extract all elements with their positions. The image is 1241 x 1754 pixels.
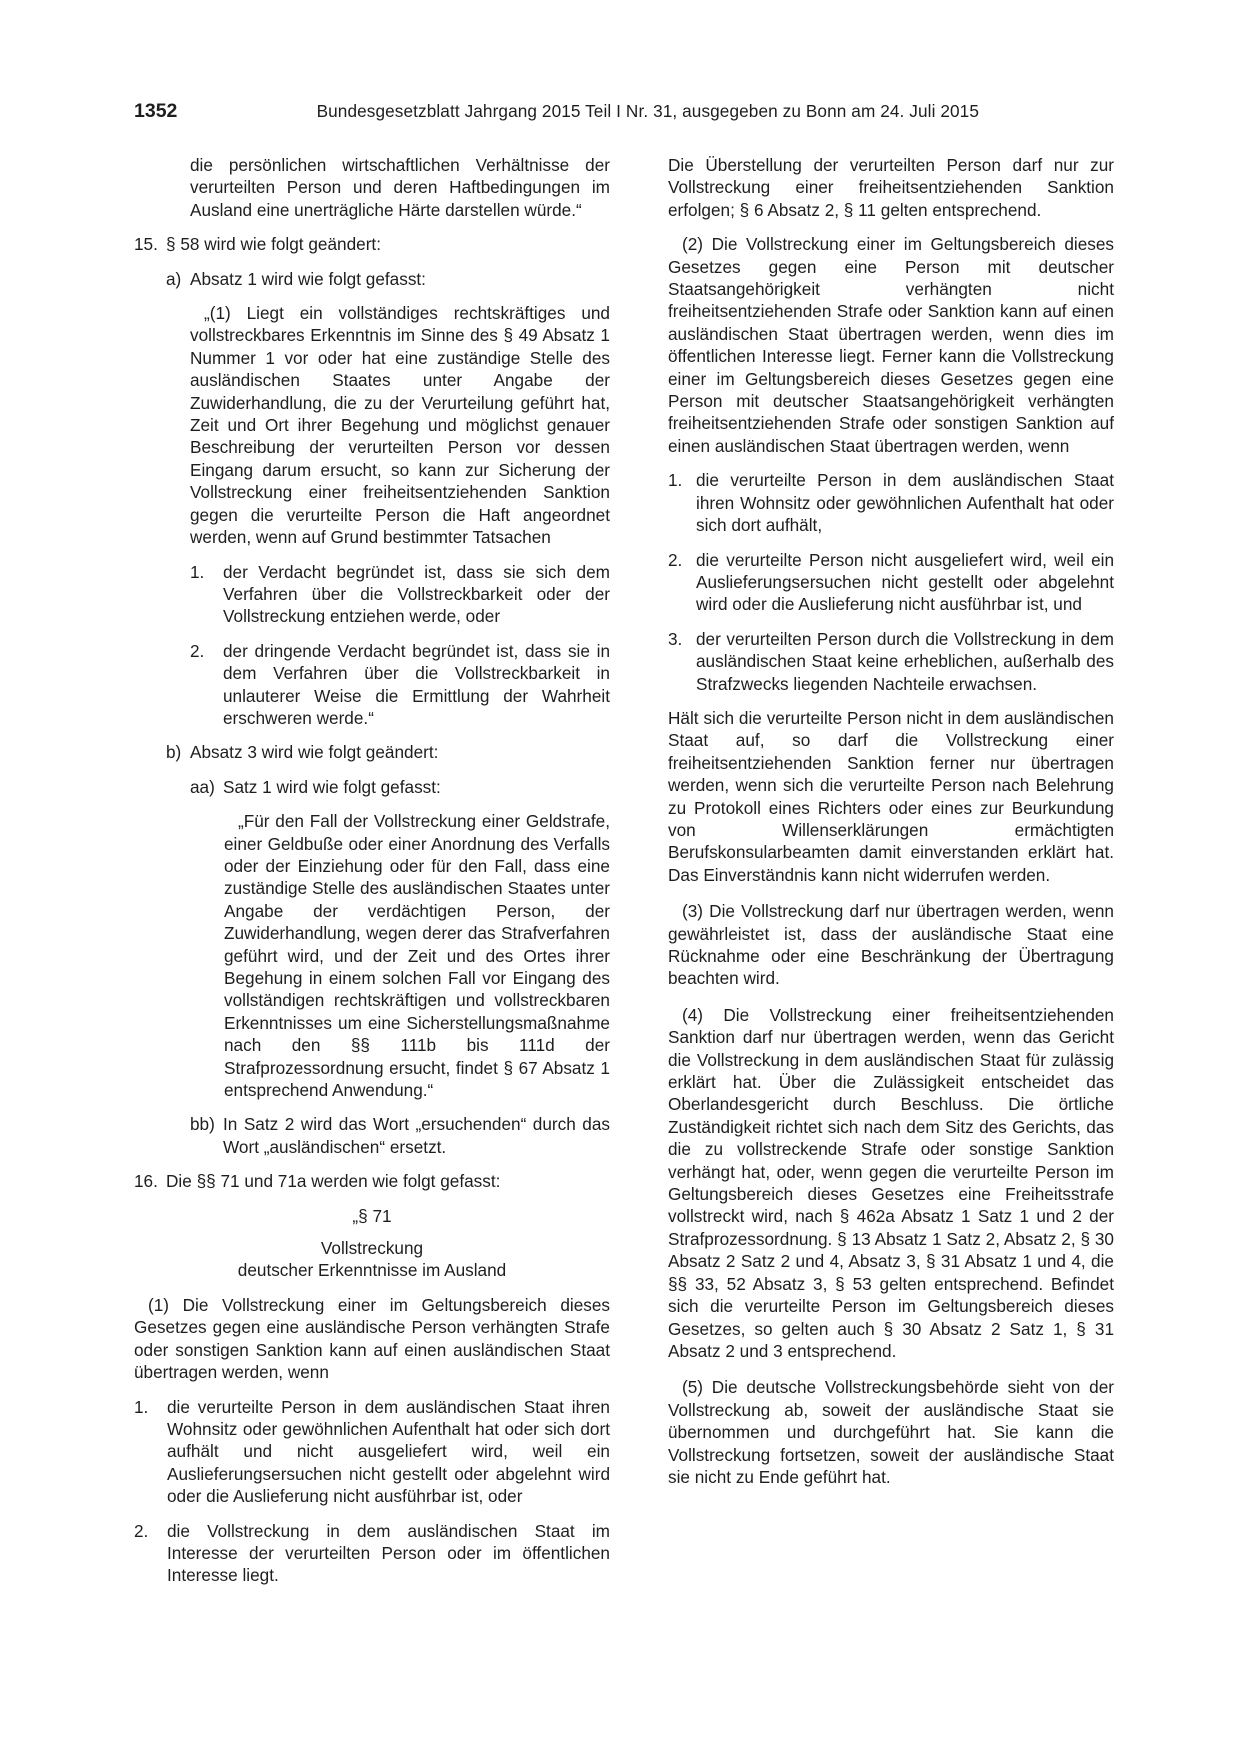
- item-text: Absatz 1 wird wie folgt gefasst:: [190, 268, 426, 289]
- item-text: Die §§ 71 und 71a werden wie folgt gefasst:: [166, 1171, 501, 1192]
- section-title-line-2: deutscher Erkenntnisse im Ausland: [237, 1260, 507, 1281]
- paragraph-2-item-2: [668, 549, 1114, 616]
- quote-paragraph-b: „Für den Fall der Vollstreckung einer Geldstrafe, einer Geldbuße oder einer Anordnung des Verfalls oder der Einziehung oder für den Fall, dass eine zuständige Stelle des ausländischen Staates unter Angabe der verdächtigen Person, der Zuwiderhandlung, wegen derer das Strafverfahren geführt wird, und der Zeit und des Ortes ihrer Begehung in einem solchen Fall vor Eingang des vollständigen rechtskräftigen und vollstreckbaren Erkenntnisses um eine Sicherstellungsmaßnahme nach den §§ 111b bis 111d der Strafprozessordnung ersucht, findet § 67 Absatz 1 entsprechend Anwendung.“: [224, 811, 610, 1101]
- section-paragraph-1-item-2: [134, 1520, 610, 1587]
- item-text: der verurteilten Person durch die Vollstreckung in dem ausländischen Staat keine erheblichen, außerhalb des Strafzwecks liegenden Nachteile erwachsen.: [696, 628, 1114, 694]
- section-mark: „§ 71: [352, 1205, 392, 1226]
- item-letter: a): [166, 268, 182, 289]
- item-text: Satz 1 wird wie folgt gefasst:: [223, 776, 441, 797]
- section-paragraph-1-item-1: [134, 1396, 610, 1508]
- item-15b: [134, 741, 610, 763]
- item-number: 1.: [668, 470, 683, 491]
- item-text: Absatz 3 wird wie folgt geändert:: [190, 742, 439, 763]
- section-heading: [134, 1237, 610, 1282]
- item-number: 15.: [134, 234, 158, 255]
- item-text: die verurteilte Person in dem ausländischen Staat ihren Wohnsitz oder gewöhnlichen Aufenthalt hat oder sich dort aufhält und nicht ausgeliefert wird, weil ein Auslieferungsersuchen nicht gestellt oder abgelehnt wird oder die Auslieferung nicht ausführbar ist, oder: [167, 1396, 610, 1507]
- item-15b-bb: [134, 1113, 610, 1158]
- item-letter: aa): [190, 776, 215, 797]
- item-number: 1.: [134, 1396, 149, 1417]
- running-title: Bundesgesetzblatt Jahrgang 2015 Teil I Nr. 31, ausgegeben zu Bonn am 24. Juli 2015: [316, 101, 979, 121]
- item-number: 1.: [190, 561, 205, 582]
- quote-a-item-2: [134, 640, 610, 730]
- item-15b-aa: [134, 776, 610, 798]
- paragraph-4: (4) Die Vollstreckung einer freiheitsentziehenden Sanktion darf nur übertragen werden, wenn das Gericht die Vollstreckung in dem ausländischen Staat für zulässig erklärt hat. Über die Zulässigkeit entscheidet das Oberlandesgericht durch Beschluss. Die örtliche Zuständigkeit richtet sich nach dem Sitz des Gerichts, das die zu vollstreckende Strafe oder sonstige Sanktion verhängt hat, oder, wenn gegen die verurteilte Person im Geltungsbereich dieses Gesetzes eine Freiheitsstrafe vollstreckt wird, nach § 462a Absatz 1 Satz 1 und 2 der Strafprozessordnung. § 13 Absatz 1 Satz 2, Absatz 2, § 30 Absatz 2 Satz 2 und 4, Absatz 3, § 31 Absatz 1 und 4, die §§ 33, 52 Absatz 3, § 53 gelten entsprechend. Befindet sich die verurteilte Person im Geltungsbereich dieses Gesetzes, so gelten auch § 30 Absatz 2 Satz 1, § 31 Absatz 2 und 3 entsprechend.: [668, 1004, 1114, 1361]
- left-intro-paragraph: die persönlichen wirtschaftlichen Verhältnisse der verurteilten Person und deren Haftbedingungen im Ausland eine unerträgliche Härte darstellen würde.“: [190, 155, 610, 220]
- quote-paragraph-a: „(1) Liegt ein vollständiges rechtskräftiges und vollstreckbares Erkenntnis im Sinne des § 49 Absatz 1 Nummer 1 vor oder hat eine zuständige Stelle des ausländischen Staates unter Angabe der Zuwiderhandlung, die zu der Verurteilung geführt hat, Zeit und Ort ihrer Begehung und möglichst genauer Beschreibung der verurteilten Person vor dessen Eingang darum ersucht, so kann zur Sicherung der Vollstreckung einer freiheitsentziehenden Sanktion gegen die verurteilte Person die Haft angeordnet werden, wenn auf Grund bestimmter Tatsachen: [190, 303, 610, 548]
- item-text: § 58 wird wie folgt geändert:: [166, 234, 381, 255]
- item-number: 2.: [134, 1520, 149, 1541]
- right-intro-paragraph: Die Überstellung der verurteilten Person darf nur zur Vollstreckung einer freiheitsentziehenden Sanktion erfolgen; § 6 Absatz 2, § 11 gelten entsprechend.: [668, 155, 1114, 220]
- item-16: [134, 1170, 610, 1192]
- page-header: [134, 100, 979, 126]
- item-text: die verurteilte Person nicht ausgeliefert wird, weil ein Auslieferungsersuchen nicht gestellt oder abgelehnt wird oder die Auslieferung nicht ausführbar ist, und: [696, 549, 1114, 615]
- item-letter: b): [166, 742, 182, 763]
- item-text: die Vollstreckung in dem ausländischen Staat im Interesse der verurteilten Person oder im öffentlichen Interesse liegt.: [167, 1520, 610, 1586]
- item-15: [134, 233, 610, 255]
- page-number: 1352: [134, 100, 178, 122]
- item-text: der dringende Verdacht begründet ist, dass sie in dem Verfahren über die Vollstreckbarkeit in unlauterer Weise die Ermittlung der Wahrheit erschweren werde.“: [223, 640, 610, 728]
- item-text: die verurteilte Person in dem ausländischen Staat ihren Wohnsitz oder gewöhnlichen Aufenthalt hat oder sich dort aufhält,: [696, 470, 1114, 536]
- section-title-line-1: Vollstreckung: [320, 1238, 424, 1259]
- paragraph-2-item-1: [668, 469, 1114, 536]
- paragraph-2: (2) Die Vollstreckung einer im Geltungsbereich dieses Gesetzes gegen eine Person mit deutscher Staatsangehörigkeit verhängten nicht freiheitsentziehenden Strafe oder Sanktion kann auf einen ausländischen Staat übertragen werden, wenn dies im öffentlichen Interesse liegt. Ferner kann die Vollstreckung einer im Geltungsbereich dieses Gesetzes gegen eine Person mit deutscher Staatsangehörigkeit verhängten freiheitsentziehenden Strafe oder sonstigen Sanktion auf einen ausländischen Staat übertragen werden, wenn: [668, 234, 1114, 456]
- left-column: [134, 154, 610, 1599]
- item-number: 3.: [668, 628, 683, 649]
- right-column: [668, 154, 1114, 1500]
- paragraph-3: (3) Die Vollstreckung darf nur übertragen werden, wenn gewährleistet ist, dass der ausländische Staat eine Rücknahme oder eine Beschränkung der Übertragung beachten wird.: [668, 901, 1114, 989]
- section-paragraph-1: (1) Die Vollstreckung einer im Geltungsbereich dieses Gesetzes gegen eine ausländische Person verhängten Strafe oder sonstigen Sanktion kann auf einen ausländischen Staat übertragen werden, wenn: [134, 1294, 610, 1383]
- paragraph-2-item-3: [668, 628, 1114, 695]
- item-letter: bb): [190, 1114, 215, 1135]
- item-number: 2.: [668, 549, 683, 570]
- paragraph-5: (5) Die deutsche Vollstreckungsbehörde sieht von der Vollstreckung ab, soweit der ausländische Staat sie übernommen und durchgeführt hat. Sie kann die Vollstreckung fortsetzen, soweit der ausländische Staat sie nicht zu Ende geführt hat.: [668, 1377, 1114, 1487]
- paragraph-2-tail: Hält sich die verurteilte Person nicht in dem ausländischen Staat auf, so darf die Vollstreckung einer freiheitsentziehenden Sanktion ferner nur übertragen werden, wenn sich die verurteilte Person nach Belehrung zu Protokoll eines Richters oder eines zur Beurkundung von Willenserklärungen ermächtigten Berufskonsularbeamten damit einverstanden erklärt hat. Das Einverständnis kann nicht widerrufen werden.: [668, 707, 1114, 885]
- item-number: 2.: [190, 640, 205, 661]
- item-number: 16.: [134, 1171, 158, 1192]
- item-text: der Verdacht begründet ist, dass sie sich dem Verfahren über die Vollstreckbarkeit oder der Vollstreckung entziehen werde, oder: [223, 561, 610, 627]
- item-text: In Satz 2 wird das Wort „ersuchenden“ durch das Wort „ausländischen“ ersetzt.: [223, 1114, 610, 1157]
- item-15a: [134, 268, 610, 290]
- quote-a-item-1: [134, 561, 610, 628]
